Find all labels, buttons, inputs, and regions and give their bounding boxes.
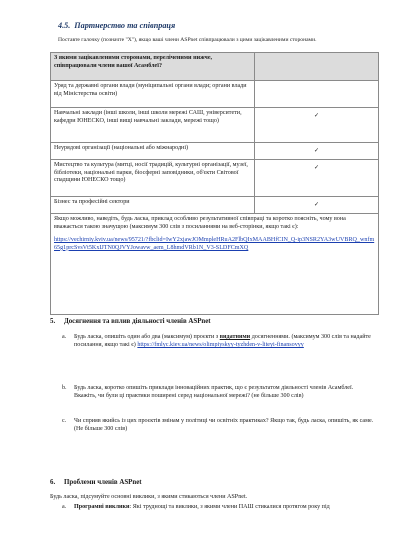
section-6-heading xyxy=(50,479,142,486)
example-link[interactable]: https://vechirniy.kviv.ua/news/95721/?fbclid=IwY2xjawJOMmpleHRuA2FlbQIxMAABHfCIN_Q-ip3NSR2YA3wUVBRQ_wnfm65g1prcSvsVt5KxIJTN0QJVYJowavw_aem_L8hmdVRb1N_V3-SLDFCmXQ xyxy=(54,237,375,251)
item-bold: Програмні виклики xyxy=(74,504,130,510)
table-row xyxy=(51,197,379,214)
table-header-empty xyxy=(255,53,379,81)
row-label: Мистецтво та культура (митці, носії традицій, культурні організації, музеї, бібліотеки, національні парки, біосферні заповідники, об'єкти Світової спадщини ЮНЕСКО тощо) xyxy=(51,160,255,197)
item-text-before: Будь ласка, опишіть один або два (максимум) проєкти з xyxy=(74,334,220,340)
row-check-cell[interactable]: ✓ xyxy=(255,143,379,160)
section-instruction: Поставте галочку (позначте "X"), якщо ваші члени ASPnet співпрацювали з цими зацікавленими сторонами. xyxy=(58,37,317,43)
section-number: 4.5. xyxy=(58,21,71,30)
section-5-item-c xyxy=(62,417,374,434)
item-letter: b. xyxy=(62,385,67,391)
row-check-cell[interactable]: ✓ xyxy=(255,197,379,214)
row-check-cell[interactable]: ✓ xyxy=(255,160,379,197)
table-row xyxy=(51,143,379,160)
section-number: 5. xyxy=(50,318,56,325)
row-label: Уряд та державні органи влади (муніципальні органи влади; органи влади від Міністерства освіти) xyxy=(51,81,255,108)
section-title: Досягнення та вплив діяльності членів ASPnet xyxy=(64,318,211,325)
example-row xyxy=(51,214,379,315)
table-header-question: З якими зацікавленими сторонами, переліченими нижче, співпрацювали члени вашої Асамблеї? xyxy=(51,53,255,81)
section-5-item-a xyxy=(62,333,374,350)
item-rest: : Які труднощі та виклики, з якими члени ПАШ стикалися протягом року під xyxy=(129,504,330,510)
row-check-cell[interactable]: ✓ xyxy=(255,108,379,143)
section-5-item-b xyxy=(62,384,374,401)
item-text: Чи сприяв якийсь із цих проєктів змінам у політиці чи освітніх практиках? Якщо так, будь ласка, опишіть, як саме. (Не більше 300 слів) xyxy=(74,418,374,433)
row-label: Неурядові організації (національні або міжнародні) xyxy=(51,143,255,160)
item-text-after: досягненнями. (максимум 300 слів та надайте посилання, якщо такі є) xyxy=(74,334,371,349)
table-row xyxy=(51,81,379,108)
item-letter: a. xyxy=(62,504,67,510)
row-check-cell[interactable] xyxy=(255,81,379,108)
section-6-item-a xyxy=(62,503,374,511)
example-cell[interactable] xyxy=(51,214,379,315)
item-text xyxy=(74,503,374,511)
item-underlined: видатними xyxy=(219,334,251,340)
section-title: Проблеми членів ASPnet xyxy=(64,479,142,486)
table-header-row xyxy=(51,53,379,81)
section-number: 6. xyxy=(50,479,56,486)
row-label: Навчальні заклади (інші школи, інші школи мережі САШ, університети, кафедри ЮНЕСКО, інші вищі навчальні заклади, мережі тощо) xyxy=(51,108,255,143)
item-text: Будь ласка, коротко опишіть приклади інноваційних практик, що є результатом діяльності членів Асамблеї. Вкажіть, чи були ці практики поширені серед національної мережі? (не більше 300 слів) xyxy=(74,385,354,400)
item-letter: a. xyxy=(62,334,67,340)
partners-table xyxy=(50,52,379,315)
row-label: Бізнес та професійні сектори xyxy=(51,197,255,214)
item-link[interactable]: https://fmlyc.kiev.ua/news/olimpiyskyy-tyzhden-v-liteyi-finansovyy xyxy=(137,342,304,349)
section-6-intro: Будь ласка, підсумуйте основні виклики, з якими стикаються члени ASPnet. xyxy=(50,494,248,500)
section-4-5-heading xyxy=(58,21,175,30)
section-title: Партнерство та співпраця xyxy=(74,21,176,30)
item-text xyxy=(74,333,374,350)
table-row xyxy=(51,108,379,143)
item-letter: c. xyxy=(62,418,67,424)
table-row xyxy=(51,160,379,197)
section-5-heading xyxy=(50,318,211,325)
example-prompt: Якщо можливо, наведіть, будь ласка, приклад особливо результативної співпраці та коротко поясніть, чому вона вважається такою значущою (максимум 300 слів з посиланнями на веб-сторінки, якщо такі є): xyxy=(54,216,346,230)
